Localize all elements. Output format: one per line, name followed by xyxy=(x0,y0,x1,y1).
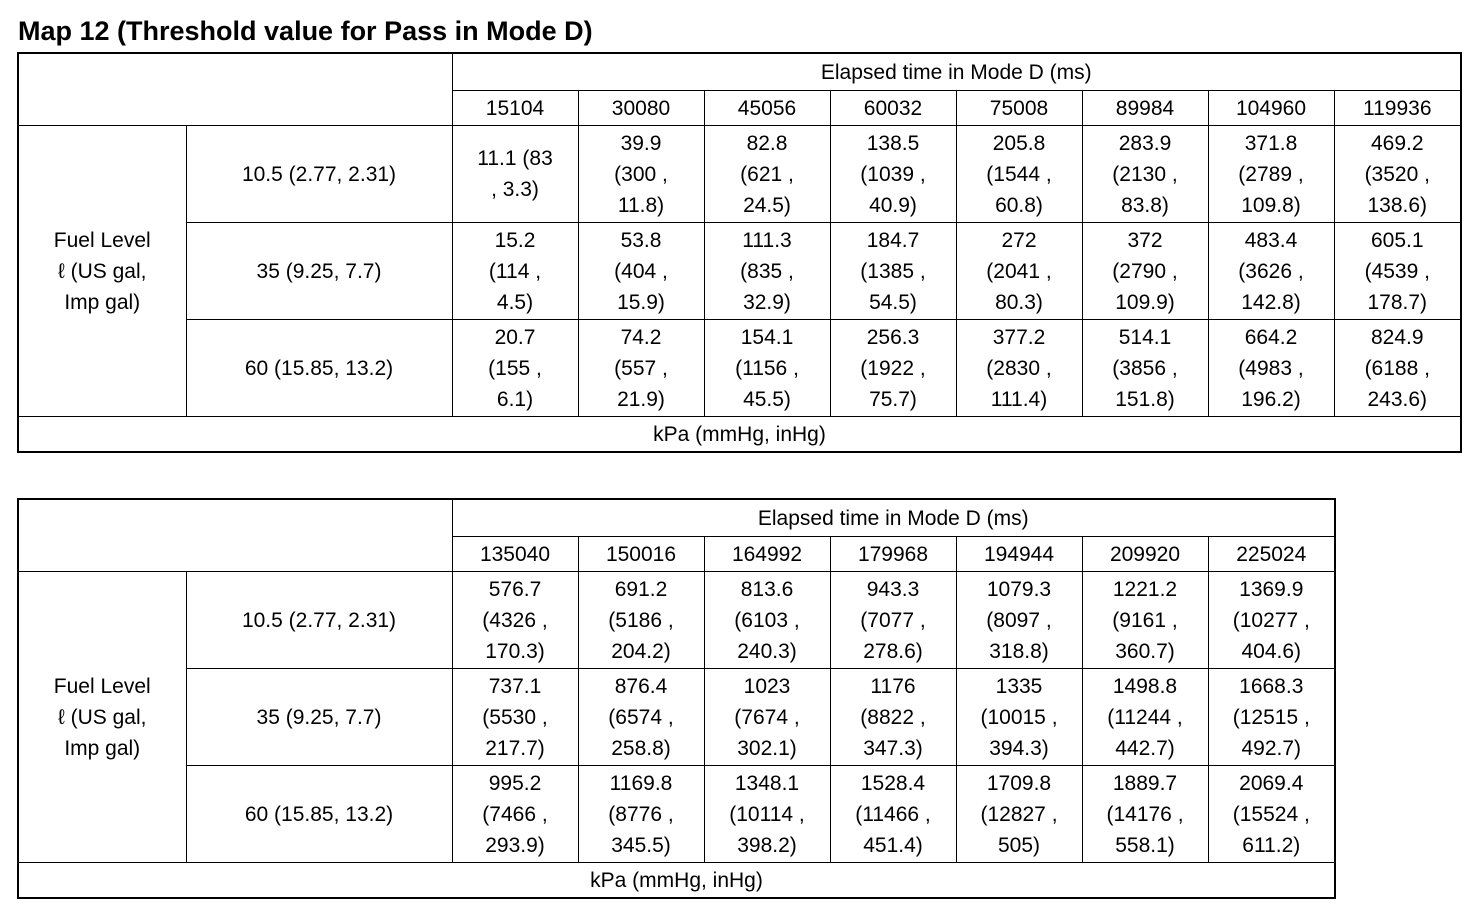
fuel-level-label-line: Fuel Level xyxy=(53,674,151,698)
threshold-table-1 xyxy=(17,52,1462,453)
elapsed-time-header: Elapsed time in Mode D (ms) xyxy=(452,53,1461,91)
time-column-header: 164992 xyxy=(704,537,830,572)
fuel-level-label-line: Imp gal) xyxy=(64,736,141,760)
threshold-value-cell: 1221.2 (9161 , 360.7) xyxy=(1082,572,1208,669)
threshold-value-cell: 576.7 (4326 , 170.3) xyxy=(452,572,578,669)
threshold-value-cell: 39.9 (300 , 11.8) xyxy=(578,126,704,223)
threshold-value-cell: 1023 (7674 , 302.1) xyxy=(704,669,830,766)
threshold-value-cell: 111.3 (835 , 32.9) xyxy=(704,223,830,320)
fuel-level-row-label: 60 (15.85, 13.2) xyxy=(186,766,452,863)
units-label: kPa (mmHg, inHg) xyxy=(18,417,1461,453)
time-column-header: 45056 xyxy=(704,91,830,126)
time-column-header: 119936 xyxy=(1334,91,1461,126)
threshold-value-cell: 138.5 (1039 , 40.9) xyxy=(830,126,956,223)
fuel-level-label-line: Imp gal) xyxy=(64,290,141,314)
time-column-header: 150016 xyxy=(578,537,704,572)
corner-blank-cell xyxy=(18,53,452,126)
threshold-value-cell: 272 (2041 , 80.3) xyxy=(956,223,1082,320)
threshold-value-cell: 1335 (10015 , 394.3) xyxy=(956,669,1082,766)
threshold-value-cell: 737.1 (5530 , 217.7) xyxy=(452,669,578,766)
threshold-value-cell: 1169.8 (8776 , 345.5) xyxy=(578,766,704,863)
fuel-level-label xyxy=(18,572,186,863)
time-column-header: 194944 xyxy=(956,537,1082,572)
threshold-value-cell: 154.1 (1156 , 45.5) xyxy=(704,320,830,417)
threshold-value-cell: 1369.9 (10277 , 404.6) xyxy=(1208,572,1335,669)
elapsed-time-header: Elapsed time in Mode D (ms) xyxy=(452,499,1335,537)
threshold-value-cell: 514.1 (3856 , 151.8) xyxy=(1082,320,1208,417)
threshold-value-cell: 20.7 (155 , 6.1) xyxy=(452,320,578,417)
time-column-header: 89984 xyxy=(1082,91,1208,126)
threshold-value-cell: 184.7 (1385 , 54.5) xyxy=(830,223,956,320)
page-title: Map 12 (Threshold value for Pass in Mode D) xyxy=(18,16,593,46)
table-row xyxy=(18,126,1461,223)
threshold-value-cell: 664.2 (4983 , 196.2) xyxy=(1208,320,1334,417)
threshold-value-cell: 82.8 (621 , 24.5) xyxy=(704,126,830,223)
threshold-value-cell: 372 (2790 , 109.9) xyxy=(1082,223,1208,320)
threshold-value-cell: 1079.3 (8097 , 318.8) xyxy=(956,572,1082,669)
threshold-value-cell: 1889.7 (14176 , 558.1) xyxy=(1082,766,1208,863)
threshold-value-cell: 74.2 (557 , 21.9) xyxy=(578,320,704,417)
threshold-value-cell: 995.2 (7466 , 293.9) xyxy=(452,766,578,863)
threshold-value-cell: 691.2 (5186 , 204.2) xyxy=(578,572,704,669)
threshold-value-cell: 2069.4 (15524 , 611.2) xyxy=(1208,766,1335,863)
time-column-header: 75008 xyxy=(956,91,1082,126)
threshold-value-cell: 1528.4 (11466 , 451.4) xyxy=(830,766,956,863)
threshold-value-cell: 371.8 (2789 , 109.8) xyxy=(1208,126,1334,223)
threshold-value-cell: 1176 (8822 , 347.3) xyxy=(830,669,956,766)
threshold-value-cell: 469.2 (3520 , 138.6) xyxy=(1334,126,1461,223)
fuel-level-label-line: ℓ (US gal, xyxy=(58,259,147,283)
fuel-level-row-label: 35 (9.25, 7.7) xyxy=(186,669,452,766)
table-row xyxy=(18,669,1335,766)
threshold-value-cell: 205.8 (1544 , 60.8) xyxy=(956,126,1082,223)
threshold-value-cell: 1348.1 (10114 , 398.2) xyxy=(704,766,830,863)
threshold-value-cell: 1668.3 (12515 , 492.7) xyxy=(1208,669,1335,766)
threshold-value-cell: 11.1 (83 , 3.3) xyxy=(452,126,578,223)
threshold-value-cell: 377.2 (2830 , 111.4) xyxy=(956,320,1082,417)
time-column-header: 179968 xyxy=(830,537,956,572)
time-column-header: 30080 xyxy=(578,91,704,126)
threshold-value-cell: 483.4 (3626 , 142.8) xyxy=(1208,223,1334,320)
fuel-level-label-line: Fuel Level xyxy=(53,228,151,252)
fuel-level-row-label: 35 (9.25, 7.7) xyxy=(186,223,452,320)
threshold-value-cell: 53.8 (404 , 15.9) xyxy=(578,223,704,320)
threshold-value-cell: 876.4 (6574 , 258.8) xyxy=(578,669,704,766)
threshold-value-cell: 605.1 (4539 , 178.7) xyxy=(1334,223,1461,320)
time-column-header: 209920 xyxy=(1082,537,1208,572)
time-column-header: 104960 xyxy=(1208,91,1334,126)
fuel-level-row-label: 10.5 (2.77, 2.31) xyxy=(186,126,452,223)
table-row xyxy=(18,766,1335,863)
threshold-value-cell: 15.2 (114 , 4.5) xyxy=(452,223,578,320)
time-column-header: 225024 xyxy=(1208,537,1335,572)
table-row xyxy=(18,223,1461,320)
threshold-value-cell: 1498.8 (11244 , 442.7) xyxy=(1082,669,1208,766)
threshold-value-cell: 256.3 (1922 , 75.7) xyxy=(830,320,956,417)
threshold-value-cell: 824.9 (6188 , 243.6) xyxy=(1334,320,1461,417)
units-label: kPa (mmHg, inHg) xyxy=(18,863,1335,899)
table-row xyxy=(18,320,1461,417)
threshold-value-cell: 943.3 (7077 , 278.6) xyxy=(830,572,956,669)
fuel-level-row-label: 10.5 (2.77, 2.31) xyxy=(186,572,452,669)
threshold-value-cell: 813.6 (6103 , 240.3) xyxy=(704,572,830,669)
time-column-header: 60032 xyxy=(830,91,956,126)
table-row xyxy=(18,572,1335,669)
corner-blank-cell xyxy=(18,499,452,572)
fuel-level-row-label: 60 (15.85, 13.2) xyxy=(186,320,452,417)
threshold-value-cell: 283.9 (2130 , 83.8) xyxy=(1082,126,1208,223)
time-column-header: 15104 xyxy=(452,91,578,126)
fuel-level-label xyxy=(18,126,186,417)
time-column-header: 135040 xyxy=(452,537,578,572)
threshold-table-2 xyxy=(17,498,1336,899)
threshold-value-cell: 1709.8 (12827 , 505) xyxy=(956,766,1082,863)
fuel-level-label-line: ℓ (US gal, xyxy=(58,705,147,729)
